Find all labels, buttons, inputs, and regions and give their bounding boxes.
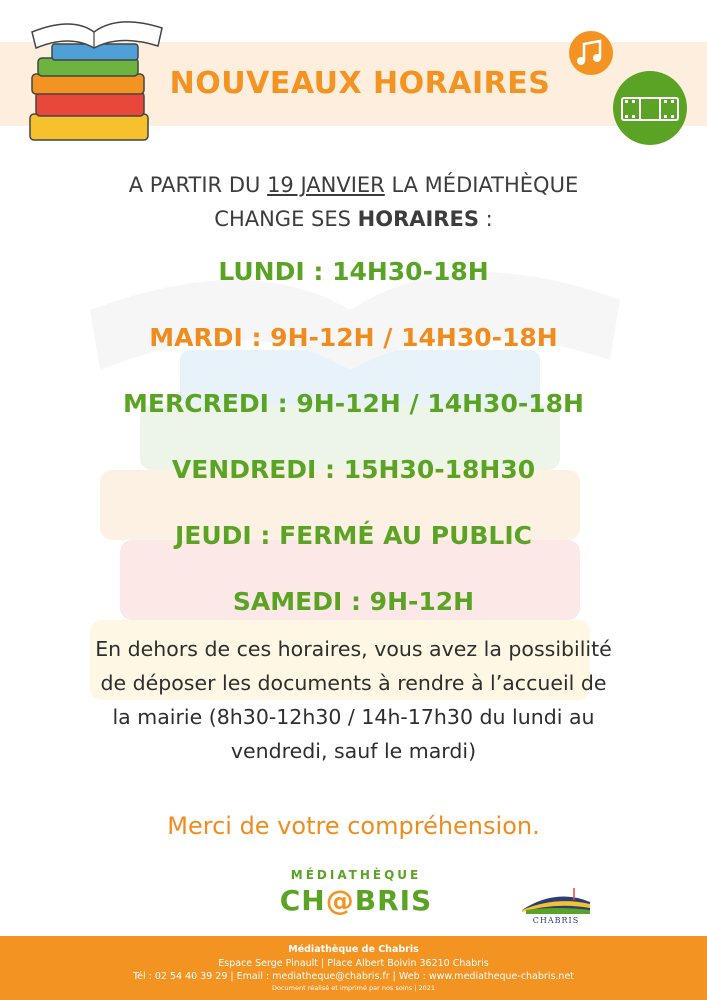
logo-bris: BRIS xyxy=(354,884,433,917)
schedule-friday: VENDREDI : 15H30-18H30 xyxy=(171,455,536,484)
note-line-2: de déposer les documents à rendre à l’accueil de xyxy=(100,671,607,695)
logo-chabris-word xyxy=(276,884,436,917)
film-reel-icon xyxy=(612,70,688,146)
footer-credit: Document réalisé et imprimé par nos soins | 2021 xyxy=(271,984,435,992)
logo-ch: CH xyxy=(279,884,326,917)
intro-part1: A PARTIR DU xyxy=(128,173,261,197)
page-title: NOUVEAUX HORAIRES xyxy=(169,66,551,101)
footer-name: Médiathèque de Chabris xyxy=(288,944,419,955)
town-name: CHABRIS xyxy=(532,916,580,925)
intro-part2: LA MÉDIATHÈQUE xyxy=(384,173,579,197)
intro-line2c: : xyxy=(478,207,493,231)
schedule-thursday: JEUDI : FERMÉ AU PUBLIC xyxy=(174,521,533,550)
footer xyxy=(0,936,707,1000)
intro-line2a: CHANGE SES xyxy=(214,207,358,231)
drop-off-note xyxy=(40,632,667,768)
footer-address: Espace Serge Pinault | Place Albert Boivin 36210 Chabris xyxy=(218,958,489,969)
schedule-tuesday: MARDI : 9H-12H / 14H30-18H xyxy=(149,323,558,352)
footer-contact: Tél : 02 54 40 39 29 | Email : mediatheque@chabris.fr | Web : www.mediatheque-chabris.net xyxy=(132,971,575,982)
note-line-3: la mairie (8h30-12h30 / 14h-17h30 du lundi au xyxy=(112,705,595,729)
note-line-1: En dehors de ces horaires, vous avez la possibilité xyxy=(95,637,612,661)
town-logo xyxy=(516,880,596,928)
intro-line2b: HORAIRES xyxy=(357,207,479,231)
intro-date: 19 JANVIER xyxy=(267,173,385,197)
thanks-message: Merci de votre compréhension. xyxy=(167,812,540,840)
schedule-monday: LUNDI : 14H30-18H xyxy=(218,257,489,286)
intro-text xyxy=(40,168,667,236)
note-line-4: vendredi, sauf le mardi) xyxy=(230,739,477,763)
schedule-saturday: SAMEDI : 9H-12H xyxy=(232,587,475,616)
logo-mediatheque-word: MÉDIATHÈQUE xyxy=(290,868,422,882)
mediatheque-logo xyxy=(276,868,436,924)
town-emblem-icon xyxy=(516,880,596,916)
schedule-wednesday: MERCREDI : 9H-12H / 14H30-18H xyxy=(123,389,584,418)
logo-at: @ xyxy=(325,884,355,917)
